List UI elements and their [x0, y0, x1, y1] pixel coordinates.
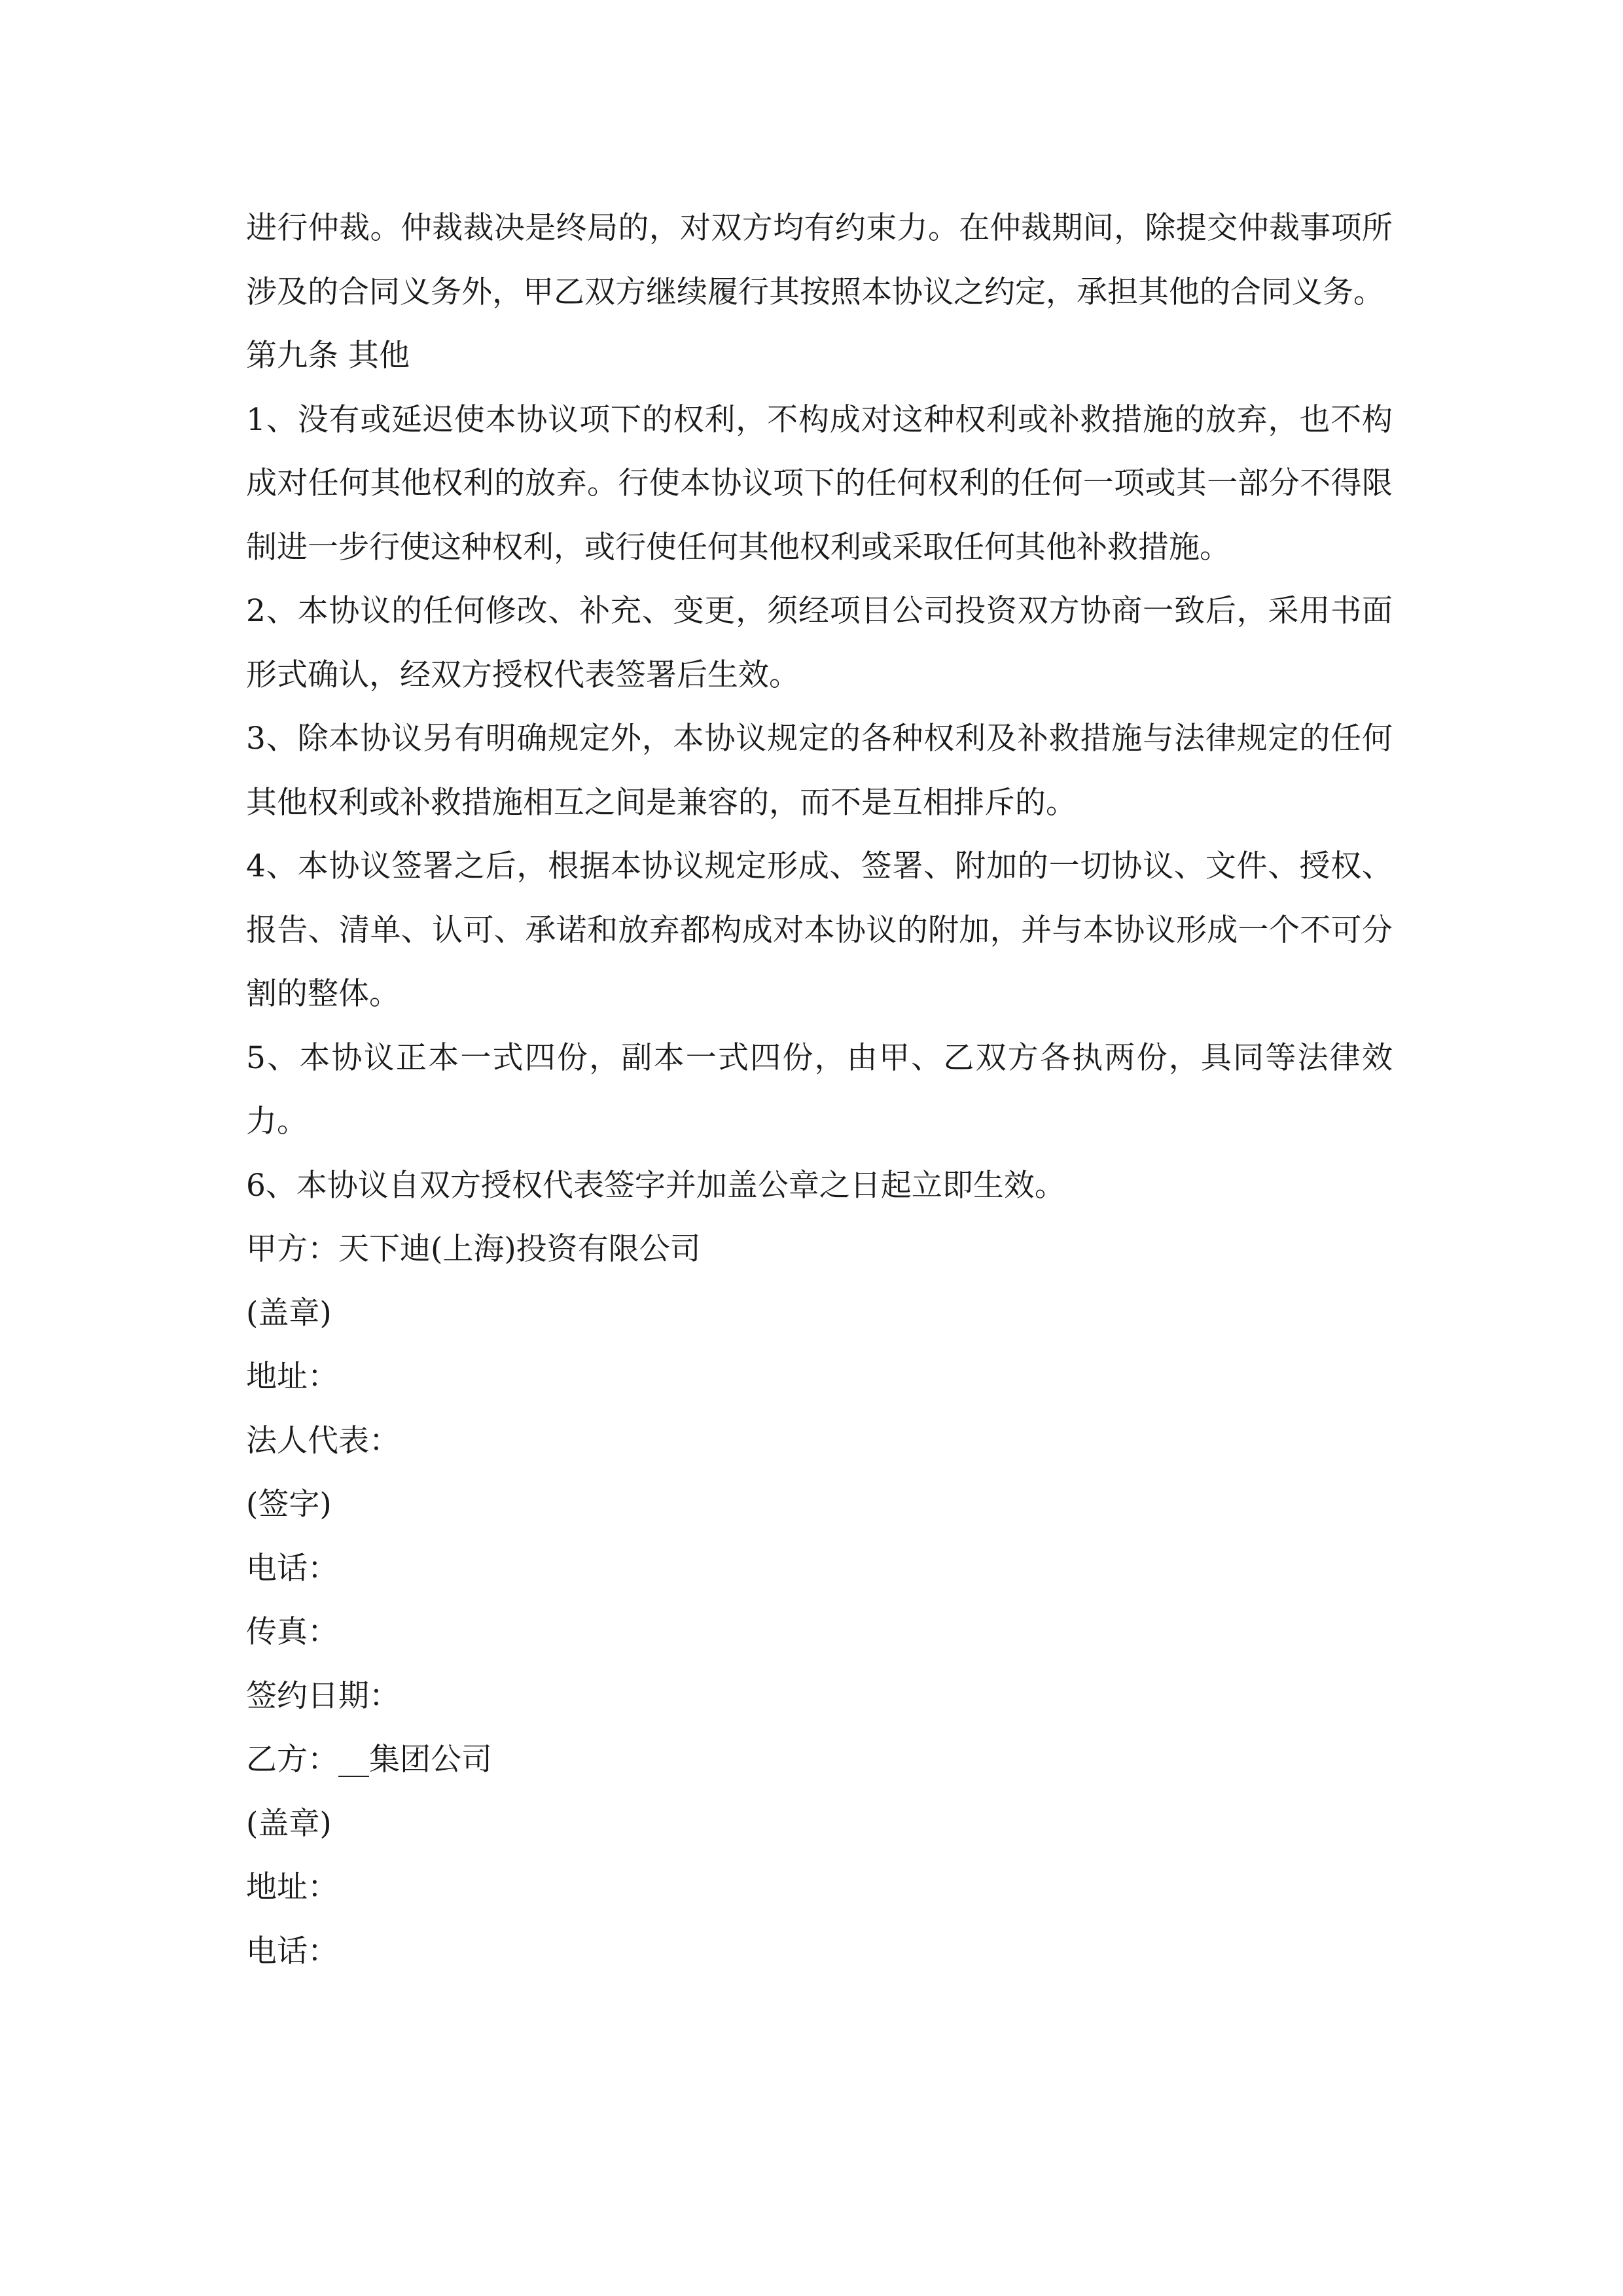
clause-6: 6、本协议自双方授权代表签字并加盖公章之日起立即生效。	[246, 1167, 1065, 1204]
article-heading: 第九条 其他	[246, 338, 410, 374]
party-b-name: 乙方：__集团公司	[246, 1742, 492, 1778]
party-b-signature-block	[246, 1728, 1393, 1983]
party-a-legal-rep: 法人代表：	[246, 1422, 400, 1459]
party-a-sign-date: 签约日期：	[246, 1677, 400, 1714]
clause-5: 5、本协议正本一式四份，副本一式四份，由甲、乙双方各执两份，具同等法律效力。	[246, 1039, 1393, 1139]
party-a-seal: (盖章)	[246, 1295, 332, 1331]
party-a-signature-block	[246, 1217, 1393, 1728]
clause-3: 3、除本协议另有明确规定外，本协议规定的各种权利及补救措施与法律规定的任何其他权利或补救措施相互之间是兼容的，而不是互相排斥的。	[246, 721, 1393, 821]
document-body	[246, 196, 1393, 1983]
party-a-signature: (签字)	[246, 1486, 332, 1522]
clause-2: 2、本协议的任何修改、补充、变更，须经项目公司投资双方协商一致后，采用书面形式确认，经双方授权代表签署后生效。	[246, 593, 1393, 693]
paragraph-arbitration: 进行仲裁。仲裁裁决是终局的，对双方均有约束力。在仲裁期间，除提交仲裁事项所涉及的合同义务外，甲乙双方继续履行其按照本协议之约定，承担其他的合同义务。	[246, 210, 1393, 310]
clause-1: 1、没有或延迟使本协议项下的权利，不构成对这种权利或补救措施的放弃，也不构成对任何其他权利的放弃。行使本协议项下的任何权利的任何一项或其一部分不得限制进一步行使这种权利，或行使任何其他权利或采取任何其他补救措施。	[246, 401, 1393, 565]
party-a-phone: 电话：	[246, 1550, 338, 1587]
party-a-name: 甲方：天下迪(上海)投资有限公司	[246, 1231, 701, 1267]
party-b-seal: (盖章)	[246, 1805, 332, 1842]
party-a-fax: 传真：	[246, 1614, 338, 1650]
party-b-phone: 电话：	[246, 1933, 338, 1969]
party-b-address: 地址：	[246, 1869, 338, 1905]
clause-4: 4、本协议签署之后，根据本协议规定形成、签署、附加的一切协议、文件、授权、报告、清单、认可、承诺和放弃都构成对本协议的附加，并与本协议形成一个不可分割的整体。	[246, 848, 1393, 1012]
party-a-address: 地址：	[246, 1359, 338, 1395]
